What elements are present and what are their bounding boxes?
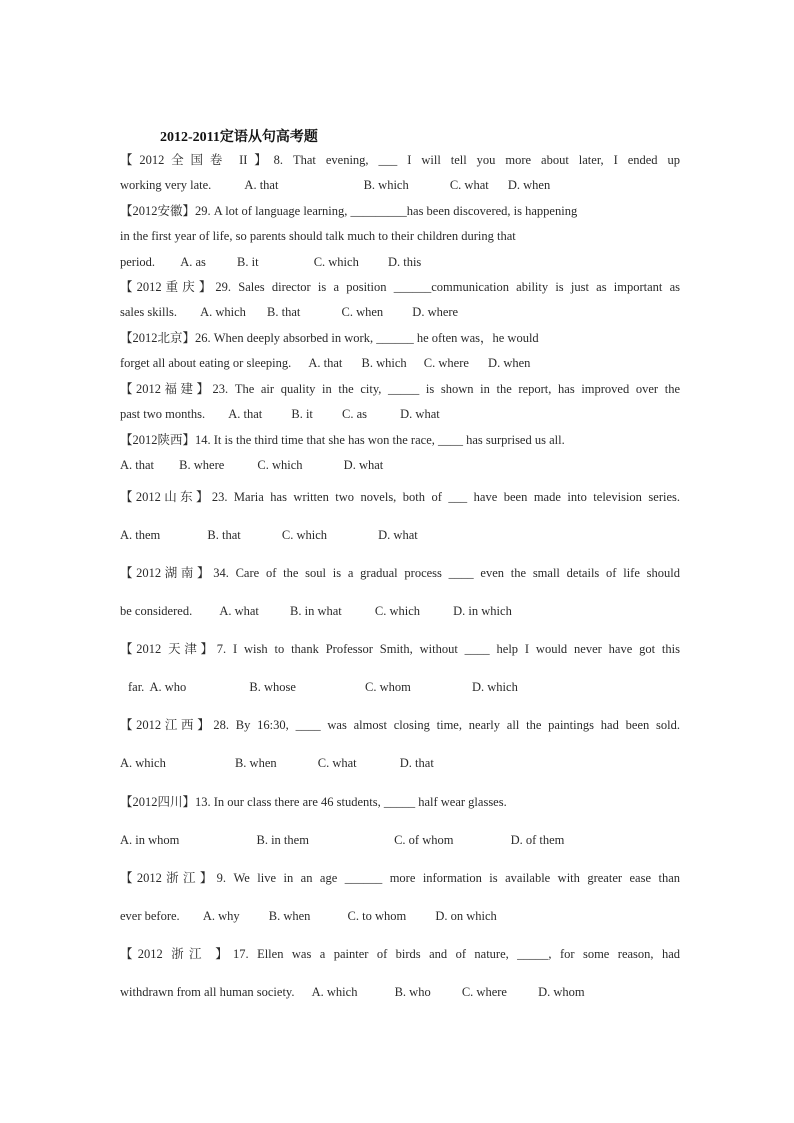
question-3-option-a: A. which (200, 305, 246, 319)
question-2-option-d: D. this (387, 255, 422, 269)
question-12-option-d: D. on which (435, 909, 497, 923)
question-10-line-1: 【2012江西】28. By 16:30, ____ was almost closing time, nearly all the paintings had been sold. (120, 718, 680, 732)
question-1-option-d: D. when (507, 178, 551, 192)
question-2-option-a: A. as (180, 255, 206, 269)
question-13-option-b: B. who (394, 985, 431, 999)
question-5-line-1: 【2012福建】23. The air quality in the city, _____ is shown in the report, has improved over the (120, 382, 680, 396)
question-1-option-c: C. what (449, 178, 489, 192)
question-10-option-b: B. when (234, 756, 277, 770)
question-4-option-b: B. which (361, 356, 407, 370)
question-4-option-c: C. where (423, 356, 469, 370)
question-3-option-c: C. when (341, 305, 384, 319)
question-1-option-a: A. that (244, 178, 279, 192)
question-7-option-d: D. what (378, 528, 418, 542)
question-7-option-b: B. that (207, 528, 241, 542)
question-13-option-c: C. where (461, 985, 507, 999)
question-2-line-2: in the first year of life, so parents should talk much to their children during that (120, 229, 516, 243)
question-7-option-c: C. which (281, 528, 328, 542)
question-9-option-c: C. whom (365, 680, 411, 694)
question-6-option-a: A. that (120, 458, 155, 472)
question-5-option-b: B. it (291, 407, 313, 421)
question-11-option-b: B. in them (256, 833, 309, 847)
question-3-line-2 (120, 304, 680, 320)
question-11-option-c: C. of whom (394, 833, 454, 847)
question-4-option-a: A. that (308, 356, 343, 370)
question-5-option-a: A. that (228, 407, 263, 421)
question-2-line-3 (120, 254, 680, 270)
question-8-option-d: D. in which (453, 604, 512, 618)
question-12-option-b: B. when (268, 909, 311, 923)
question-5-option-d: D. what (400, 407, 440, 421)
question-3-line-1: 【2012重庆】29. Sales director is a position ______communication ability is just as important as (120, 280, 680, 294)
question-10-option-d: D. that (399, 756, 434, 770)
question-10-option-a: A. which (120, 756, 166, 770)
question-11-option-a: A. in whom (120, 833, 180, 847)
question-6-option-d: D. what (343, 458, 384, 472)
question-6-options (120, 457, 680, 473)
question-10-options (120, 755, 680, 771)
question-9-option-d: D. which (472, 680, 518, 694)
question-6-option-c: C. which (257, 458, 303, 472)
question-1-line-1: 【2012全国卷 II】8. That evening, ___ I will tell you more about later, I ended up (120, 153, 680, 167)
question-2-stem-end: period. (120, 255, 156, 269)
question-7-options (120, 527, 680, 543)
question-5-line-2 (120, 406, 680, 422)
question-4-line-1: 【2012北京】26. When deeply absorbed in work, ______ he often was，he would (120, 331, 539, 345)
question-7-option-a: A. them (120, 528, 161, 542)
question-12-line-1: 【2012浙江】9. We live in an age ______ more information is available with greater ease than (120, 871, 680, 885)
question-13-stem-end: withdrawn from all human society. (120, 985, 295, 999)
question-13-option-a: A. which (311, 985, 358, 999)
question-1-stem-end: working very late. (120, 178, 212, 192)
question-3-stem-end: sales skills. (120, 305, 177, 319)
question-8-option-b: B. in what (290, 604, 342, 618)
question-11-option-d: D. of them (510, 833, 565, 847)
question-8-line-1: 【2012湖南】34. Care of the soul is a gradual process ____ even the small details of life should (120, 566, 680, 580)
question-12-option-a: A. why (202, 909, 240, 923)
question-3-option-b: B. that (267, 305, 301, 319)
question-5-stem-end: past two months. (120, 407, 206, 421)
question-6-option-b: B. where (179, 458, 225, 472)
question-12-option-c: C. to whom (347, 909, 407, 923)
question-12-line-2 (120, 908, 680, 924)
question-1-option-b: B. which (363, 178, 409, 192)
question-11-options (120, 832, 680, 848)
question-2-option-b: B. it (237, 255, 259, 269)
question-4-option-d: D. when (488, 356, 531, 370)
question-3-option-d: D. where (412, 305, 459, 319)
page-title: 2012-2011定语从句高考题 (160, 130, 318, 145)
question-1-line-2 (120, 177, 680, 193)
question-13-line-2 (120, 984, 680, 1000)
question-8-option-a: A. what (219, 604, 259, 618)
question-9-option-a: A. who (149, 680, 187, 694)
question-11-line-1: 【2012四川】13. In our class there are 46 students, _____ half wear glasses. (120, 795, 507, 809)
question-13-option-d: D. whom (538, 985, 585, 999)
question-7-line-1: 【2012山东】23. Maria has written two novels, both of ___ have been made into television series. (120, 490, 680, 504)
question-9-stem-end: far. (128, 680, 145, 694)
question-8-stem-end: be considered. (120, 604, 193, 618)
question-8-line-2 (120, 603, 680, 619)
question-13-line-1: 【2012 浙江 】17. Ellen was a painter of birds and of nature, _____, for some reason, had (120, 947, 680, 961)
question-8-option-c: C. which (374, 604, 421, 618)
question-2-line-1: 【2012安徽】29. A lot of language learning, _________has been discovered, is happening (120, 204, 578, 218)
question-9-line-1: 【2012 天津】7. I wish to thank Professor Smith, without ____ help I would never have got this (120, 642, 680, 656)
question-9-option-b: B. whose (249, 680, 296, 694)
question-10-option-c: C. what (317, 756, 357, 770)
question-9-line-2 (128, 679, 688, 695)
question-12-stem-end: ever before. (120, 909, 180, 923)
question-4-stem-end: forget all about eating or sleeping. (120, 356, 292, 370)
question-5-option-c: C. as (342, 407, 368, 421)
question-6-line-1: 【2012陕西】14. It is the third time that she has won the race, ____ has surprised us all. (120, 433, 565, 447)
question-4-line-2 (120, 355, 680, 371)
question-2-option-c: C. which (313, 255, 359, 269)
